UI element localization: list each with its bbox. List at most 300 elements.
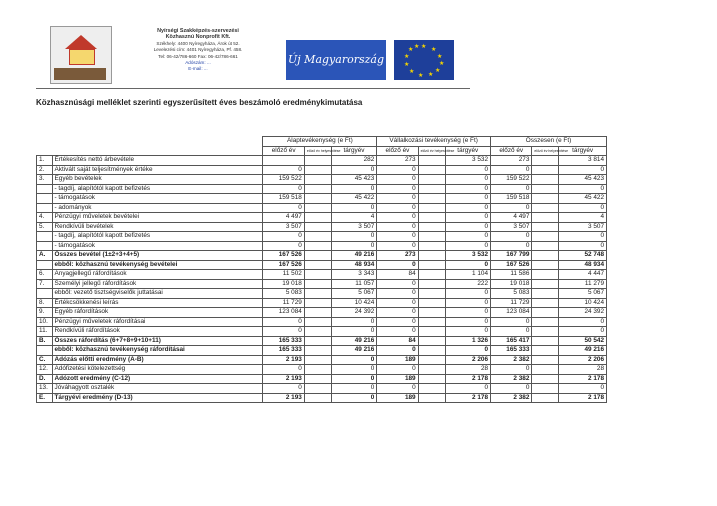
table-row — [37, 336, 607, 346]
organization-info — [118, 28, 278, 73]
value-cell: 0 — [445, 384, 491, 394]
value-cell: 3 532 — [445, 251, 491, 261]
table-body — [37, 156, 607, 403]
value-cell — [418, 279, 445, 289]
value-cell: 0 — [377, 175, 418, 185]
value-cell — [304, 232, 331, 242]
table-row — [37, 374, 607, 384]
row-label: Személyi jellegű ráfordítások — [52, 279, 263, 289]
value-cell: 3 507 — [263, 222, 304, 232]
value-cell: 189 — [377, 355, 418, 365]
row-label: - tagdíj, alapítótól kapott befizetés — [52, 232, 263, 242]
value-cell — [304, 270, 331, 280]
value-cell: 0 — [377, 232, 418, 242]
value-cell: 0 — [559, 232, 607, 242]
value-cell: 123 084 — [263, 308, 304, 318]
value-cell: 5 067 — [559, 289, 607, 299]
table-row — [37, 308, 607, 318]
row-label: Adófizetési kötelezettség — [52, 365, 263, 375]
value-cell — [304, 317, 331, 327]
col-current-year: tárgyév — [445, 146, 491, 156]
value-cell — [304, 260, 331, 270]
row-label: Pénzügyi műveletek ráfordításai — [52, 317, 263, 327]
table-row — [37, 213, 607, 223]
table-row — [37, 232, 607, 242]
table-row — [37, 355, 607, 365]
row-number — [37, 203, 53, 213]
value-cell — [532, 222, 559, 232]
value-cell: 0 — [559, 317, 607, 327]
row-number — [37, 184, 53, 194]
value-cell — [304, 213, 331, 223]
value-cell: 0 — [263, 203, 304, 213]
eu-flag-icon: ★ ★ ★ ★ ★ ★ ★ ★ ★ ★ ★ ★ — [394, 40, 454, 80]
document-title: Közhasznúsági melléklet szerinti egyszerűsített éves beszámoló eredménykimutatása — [36, 98, 363, 107]
value-cell: 0 — [331, 184, 377, 194]
value-cell: 0 — [559, 184, 607, 194]
value-cell: 84 — [377, 270, 418, 280]
row-number: 10. — [37, 317, 53, 327]
value-cell — [532, 365, 559, 375]
value-cell — [532, 175, 559, 185]
value-cell: 0 — [263, 384, 304, 394]
org-email: E-mail: ... — [188, 66, 208, 72]
value-cell — [304, 384, 331, 394]
value-cell: 45 422 — [331, 194, 377, 204]
value-cell — [532, 232, 559, 242]
row-label: Adózott eredmény (C-12) — [52, 374, 263, 384]
value-cell: 0 — [377, 298, 418, 308]
value-cell: 2 178 — [445, 393, 491, 403]
value-cell: 0 — [559, 384, 607, 394]
value-cell — [418, 241, 445, 251]
value-cell — [418, 213, 445, 223]
value-cell: 49 216 — [331, 346, 377, 356]
value-cell — [418, 194, 445, 204]
value-cell: 0 — [491, 203, 532, 213]
value-cell: 273 — [377, 156, 418, 166]
table-row — [37, 175, 607, 185]
value-cell — [532, 336, 559, 346]
row-number: 3. — [37, 175, 53, 185]
value-cell — [532, 270, 559, 280]
value-cell — [418, 336, 445, 346]
value-cell: 3 532 — [445, 156, 491, 166]
value-cell — [304, 184, 331, 194]
col-prev-year-correction: előző év helyesbítése — [304, 146, 331, 156]
value-cell — [418, 393, 445, 403]
row-number — [37, 346, 53, 356]
value-cell: 45 423 — [559, 175, 607, 185]
value-cell: 0 — [377, 308, 418, 318]
table-row — [37, 393, 607, 403]
value-cell — [532, 241, 559, 251]
value-cell: 0 — [445, 203, 491, 213]
row-label: ebből: közhasznú tevékenység ráfordításai — [52, 346, 263, 356]
value-cell — [304, 165, 331, 175]
value-cell: 0 — [377, 213, 418, 223]
value-cell: 2 206 — [559, 355, 607, 365]
org-phone-fax: Tel: 06-42/786-660 Fax: 06-42/786-661 — [158, 53, 238, 59]
value-cell: 19 018 — [491, 279, 532, 289]
value-cell: 0 — [491, 184, 532, 194]
value-cell: 3 814 — [559, 156, 607, 166]
value-cell: 0 — [331, 365, 377, 375]
value-cell — [304, 203, 331, 213]
value-cell: 1 104 — [445, 270, 491, 280]
value-cell — [418, 308, 445, 318]
table-row — [37, 289, 607, 299]
value-cell: 0 — [331, 317, 377, 327]
table-row — [37, 384, 607, 394]
value-cell — [532, 393, 559, 403]
value-cell: 10 424 — [331, 298, 377, 308]
value-cell: 2 382 — [491, 374, 532, 384]
value-cell — [532, 251, 559, 261]
value-cell: 0 — [331, 393, 377, 403]
value-cell: 0 — [377, 184, 418, 194]
value-cell: 3 507 — [559, 222, 607, 232]
table-row — [37, 260, 607, 270]
col-prev-year: előző év — [377, 146, 418, 156]
value-cell: 0 — [331, 384, 377, 394]
value-cell — [532, 194, 559, 204]
value-cell: 48 934 — [559, 260, 607, 270]
value-cell — [304, 251, 331, 261]
org-tax-number: Adószám: ... — [185, 60, 211, 66]
value-cell: 0 — [377, 365, 418, 375]
value-cell: 49 216 — [331, 251, 377, 261]
value-cell: 49 216 — [331, 336, 377, 346]
value-cell: 0 — [491, 365, 532, 375]
value-cell — [532, 346, 559, 356]
value-cell — [532, 289, 559, 299]
logo-house-shape — [69, 49, 95, 65]
value-cell — [532, 260, 559, 270]
row-number: 6. — [37, 270, 53, 280]
logo-roof-shape — [65, 35, 97, 49]
value-cell: 3 507 — [331, 222, 377, 232]
value-cell — [532, 355, 559, 365]
table-corner — [37, 137, 263, 156]
row-label: Értékcsökkenési leírás — [52, 298, 263, 308]
table-row — [37, 298, 607, 308]
value-cell — [304, 156, 331, 166]
value-cell: 0 — [445, 289, 491, 299]
value-cell: 0 — [377, 317, 418, 327]
value-cell: 0 — [263, 232, 304, 242]
value-cell: 0 — [331, 241, 377, 251]
value-cell — [532, 213, 559, 223]
row-number: 12. — [37, 365, 53, 375]
value-cell: 0 — [331, 203, 377, 213]
table-row — [37, 184, 607, 194]
value-cell: 159 518 — [491, 194, 532, 204]
value-cell: 4 — [559, 213, 607, 223]
row-number: A. — [37, 251, 53, 261]
value-cell: 4 497 — [491, 213, 532, 223]
value-cell: 0 — [445, 175, 491, 185]
row-number: 5. — [37, 222, 53, 232]
value-cell — [532, 327, 559, 337]
organization-logo — [50, 26, 112, 84]
header-divider — [36, 88, 470, 89]
value-cell: 2 193 — [263, 374, 304, 384]
value-cell: 0 — [491, 327, 532, 337]
value-cell — [418, 298, 445, 308]
value-cell: 159 522 — [491, 175, 532, 185]
table-row — [37, 279, 607, 289]
value-cell: 0 — [263, 365, 304, 375]
value-cell: 5 083 — [491, 289, 532, 299]
row-label: Összes ráfordítás (6+7+8+9+10+11) — [52, 336, 263, 346]
value-cell: 5 067 — [331, 289, 377, 299]
value-cell — [418, 232, 445, 242]
value-cell: 159 518 — [263, 194, 304, 204]
table-row — [37, 156, 607, 166]
value-cell: 0 — [377, 165, 418, 175]
table-row — [37, 203, 607, 213]
value-cell: 3 507 — [491, 222, 532, 232]
value-cell: 1 326 — [445, 336, 491, 346]
row-number: 4. — [37, 213, 53, 223]
value-cell — [304, 175, 331, 185]
value-cell: 28 — [445, 365, 491, 375]
value-cell — [304, 365, 331, 375]
value-cell: 2 193 — [263, 393, 304, 403]
value-cell: 11 279 — [559, 279, 607, 289]
logo-base-shape — [54, 68, 106, 80]
value-cell — [532, 298, 559, 308]
org-mailing-address: Levelezési cím: 4401 Nyíregyháza, Pf. 458. — [153, 47, 243, 53]
value-cell: 10 424 — [559, 298, 607, 308]
col-prev-year: előző év — [263, 146, 304, 156]
value-cell: 0 — [377, 346, 418, 356]
value-cell — [304, 393, 331, 403]
value-cell: 0 — [377, 279, 418, 289]
value-cell: 167 526 — [491, 260, 532, 270]
col-prev-year: előző év — [491, 146, 532, 156]
value-cell — [418, 251, 445, 261]
value-cell: 167 526 — [263, 260, 304, 270]
row-label: Tárgyévi eredmény (D-13) — [52, 393, 263, 403]
value-cell: 0 — [377, 327, 418, 337]
value-cell: 0 — [331, 374, 377, 384]
value-cell: 11 586 — [491, 270, 532, 280]
value-cell — [304, 298, 331, 308]
row-label: Adózás előtti eredmény (A-B) — [52, 355, 263, 365]
value-cell — [418, 384, 445, 394]
value-cell: 0 — [559, 165, 607, 175]
value-cell — [304, 222, 331, 232]
value-cell: 2 382 — [491, 355, 532, 365]
value-cell: 24 392 — [559, 308, 607, 318]
value-cell: 2 193 — [263, 355, 304, 365]
value-cell: 159 522 — [263, 175, 304, 185]
value-cell: 0 — [263, 184, 304, 194]
value-cell: 0 — [377, 260, 418, 270]
value-cell: 4 — [331, 213, 377, 223]
value-cell: 0 — [331, 355, 377, 365]
row-number: 11. — [37, 327, 53, 337]
value-cell: 0 — [377, 203, 418, 213]
org-name-line2: Közhasznú Nonprofit Kft. — [165, 34, 231, 41]
table-row — [37, 317, 607, 327]
value-cell — [304, 241, 331, 251]
org-name-line1: Nyírségi Szakképzés-szervezési — [157, 28, 239, 34]
value-cell — [418, 346, 445, 356]
value-cell: 0 — [445, 241, 491, 251]
table-row — [37, 346, 607, 356]
value-cell: 4 447 — [559, 270, 607, 280]
group-header-vallalkozasi: Vállalkozási tevékenység (e Ft) — [377, 137, 491, 147]
value-cell: 0 — [559, 203, 607, 213]
value-cell: 0 — [445, 298, 491, 308]
value-cell: 0 — [331, 232, 377, 242]
value-cell: 0 — [377, 194, 418, 204]
value-cell — [418, 327, 445, 337]
value-cell — [532, 384, 559, 394]
value-cell: 45 423 — [331, 175, 377, 185]
value-cell — [532, 279, 559, 289]
row-number: 13. — [37, 384, 53, 394]
row-label: - támogatások — [52, 194, 263, 204]
row-label: Összes bevétel (1±2+3+4+5) — [52, 251, 263, 261]
value-cell — [418, 270, 445, 280]
value-cell: 19 018 — [263, 279, 304, 289]
value-cell — [418, 165, 445, 175]
value-cell — [418, 365, 445, 375]
value-cell: 282 — [331, 156, 377, 166]
value-cell: 11 729 — [491, 298, 532, 308]
value-cell: 0 — [331, 165, 377, 175]
row-label: Egyéb ráfordítások — [52, 308, 263, 318]
row-number — [37, 194, 53, 204]
value-cell: 11 057 — [331, 279, 377, 289]
value-cell: 49 216 — [559, 346, 607, 356]
value-cell: 189 — [377, 374, 418, 384]
col-current-year: tárgyév — [331, 146, 377, 156]
row-label: Jóváhagyott osztalék — [52, 384, 263, 394]
row-label: Értékesítés nettó árbevétele — [52, 156, 263, 166]
value-cell: 0 — [491, 241, 532, 251]
value-cell — [263, 156, 304, 166]
value-cell: 5 083 — [263, 289, 304, 299]
value-cell — [418, 317, 445, 327]
value-cell — [304, 194, 331, 204]
value-cell: 2 178 — [559, 374, 607, 384]
value-cell: 2 178 — [445, 374, 491, 384]
value-cell — [304, 279, 331, 289]
value-cell: 0 — [491, 232, 532, 242]
value-cell — [418, 184, 445, 194]
value-cell: 0 — [263, 241, 304, 251]
value-cell: 28 — [559, 365, 607, 375]
value-cell — [418, 289, 445, 299]
value-cell: 123 084 — [491, 308, 532, 318]
value-cell: 165 333 — [491, 346, 532, 356]
value-cell — [532, 308, 559, 318]
group-header-osszesen: Összesen (e Ft) — [491, 137, 607, 147]
col-prev-year-correction: előző év helyesbítése — [532, 146, 559, 156]
value-cell — [418, 355, 445, 365]
col-prev-year-correction: előző év helyesbítése — [418, 146, 445, 156]
row-label: Egyéb bevételek — [52, 175, 263, 185]
value-cell: 84 — [377, 336, 418, 346]
table-row — [37, 251, 607, 261]
row-label: Rendkívüli bevételek — [52, 222, 263, 232]
row-label: ebből: közhasznú tevékenység bevételei — [52, 260, 263, 270]
table-row — [37, 165, 607, 175]
value-cell: 50 542 — [559, 336, 607, 346]
row-number — [37, 289, 53, 299]
value-cell — [532, 374, 559, 384]
value-cell: 0 — [263, 165, 304, 175]
value-cell: 0 — [445, 165, 491, 175]
org-address: Székhely: 4400 Nyíregyháza, Árok út 52. — [156, 40, 240, 46]
value-cell: 0 — [445, 308, 491, 318]
value-cell — [304, 374, 331, 384]
value-cell: 0 — [445, 327, 491, 337]
value-cell: 2 206 — [445, 355, 491, 365]
value-cell — [532, 317, 559, 327]
value-cell: 0 — [445, 222, 491, 232]
row-number: 7. — [37, 279, 53, 289]
table-row — [37, 365, 607, 375]
row-number: 8. — [37, 298, 53, 308]
col-current-year: tárgyév — [559, 146, 607, 156]
value-cell: 52 748 — [559, 251, 607, 261]
value-cell — [418, 156, 445, 166]
value-cell — [304, 308, 331, 318]
value-cell: 0 — [491, 384, 532, 394]
group-header-alap: Alaptevékenység (e Ft) — [263, 137, 377, 147]
value-cell — [532, 156, 559, 166]
value-cell: 11 729 — [263, 298, 304, 308]
row-label: - támogatások — [52, 241, 263, 251]
row-number — [37, 232, 53, 242]
row-number: E. — [37, 393, 53, 403]
value-cell: 0 — [377, 241, 418, 251]
row-number: 9. — [37, 308, 53, 318]
value-cell: 24 392 — [331, 308, 377, 318]
value-cell — [418, 374, 445, 384]
value-cell: 165 417 — [491, 336, 532, 346]
row-number: D. — [37, 374, 53, 384]
value-cell — [304, 355, 331, 365]
value-cell: 0 — [263, 317, 304, 327]
row-number: 2. — [37, 165, 53, 175]
row-number — [37, 241, 53, 251]
row-label: - adományok — [52, 203, 263, 213]
value-cell — [304, 327, 331, 337]
value-cell: 0 — [331, 327, 377, 337]
value-cell: 165 333 — [263, 336, 304, 346]
value-cell: 222 — [445, 279, 491, 289]
income-statement-table — [36, 136, 607, 403]
value-cell — [418, 175, 445, 185]
value-cell: 167 799 — [491, 251, 532, 261]
value-cell: 0 — [377, 384, 418, 394]
value-cell: 45 422 — [559, 194, 607, 204]
row-label: Rendkívüli ráfordítások — [52, 327, 263, 337]
row-label: Pénzügyi műveletek bevételei — [52, 213, 263, 223]
table-row — [37, 222, 607, 232]
value-cell: 0 — [559, 241, 607, 251]
value-cell: 165 333 — [263, 346, 304, 356]
value-cell: 0 — [445, 232, 491, 242]
value-cell — [304, 289, 331, 299]
